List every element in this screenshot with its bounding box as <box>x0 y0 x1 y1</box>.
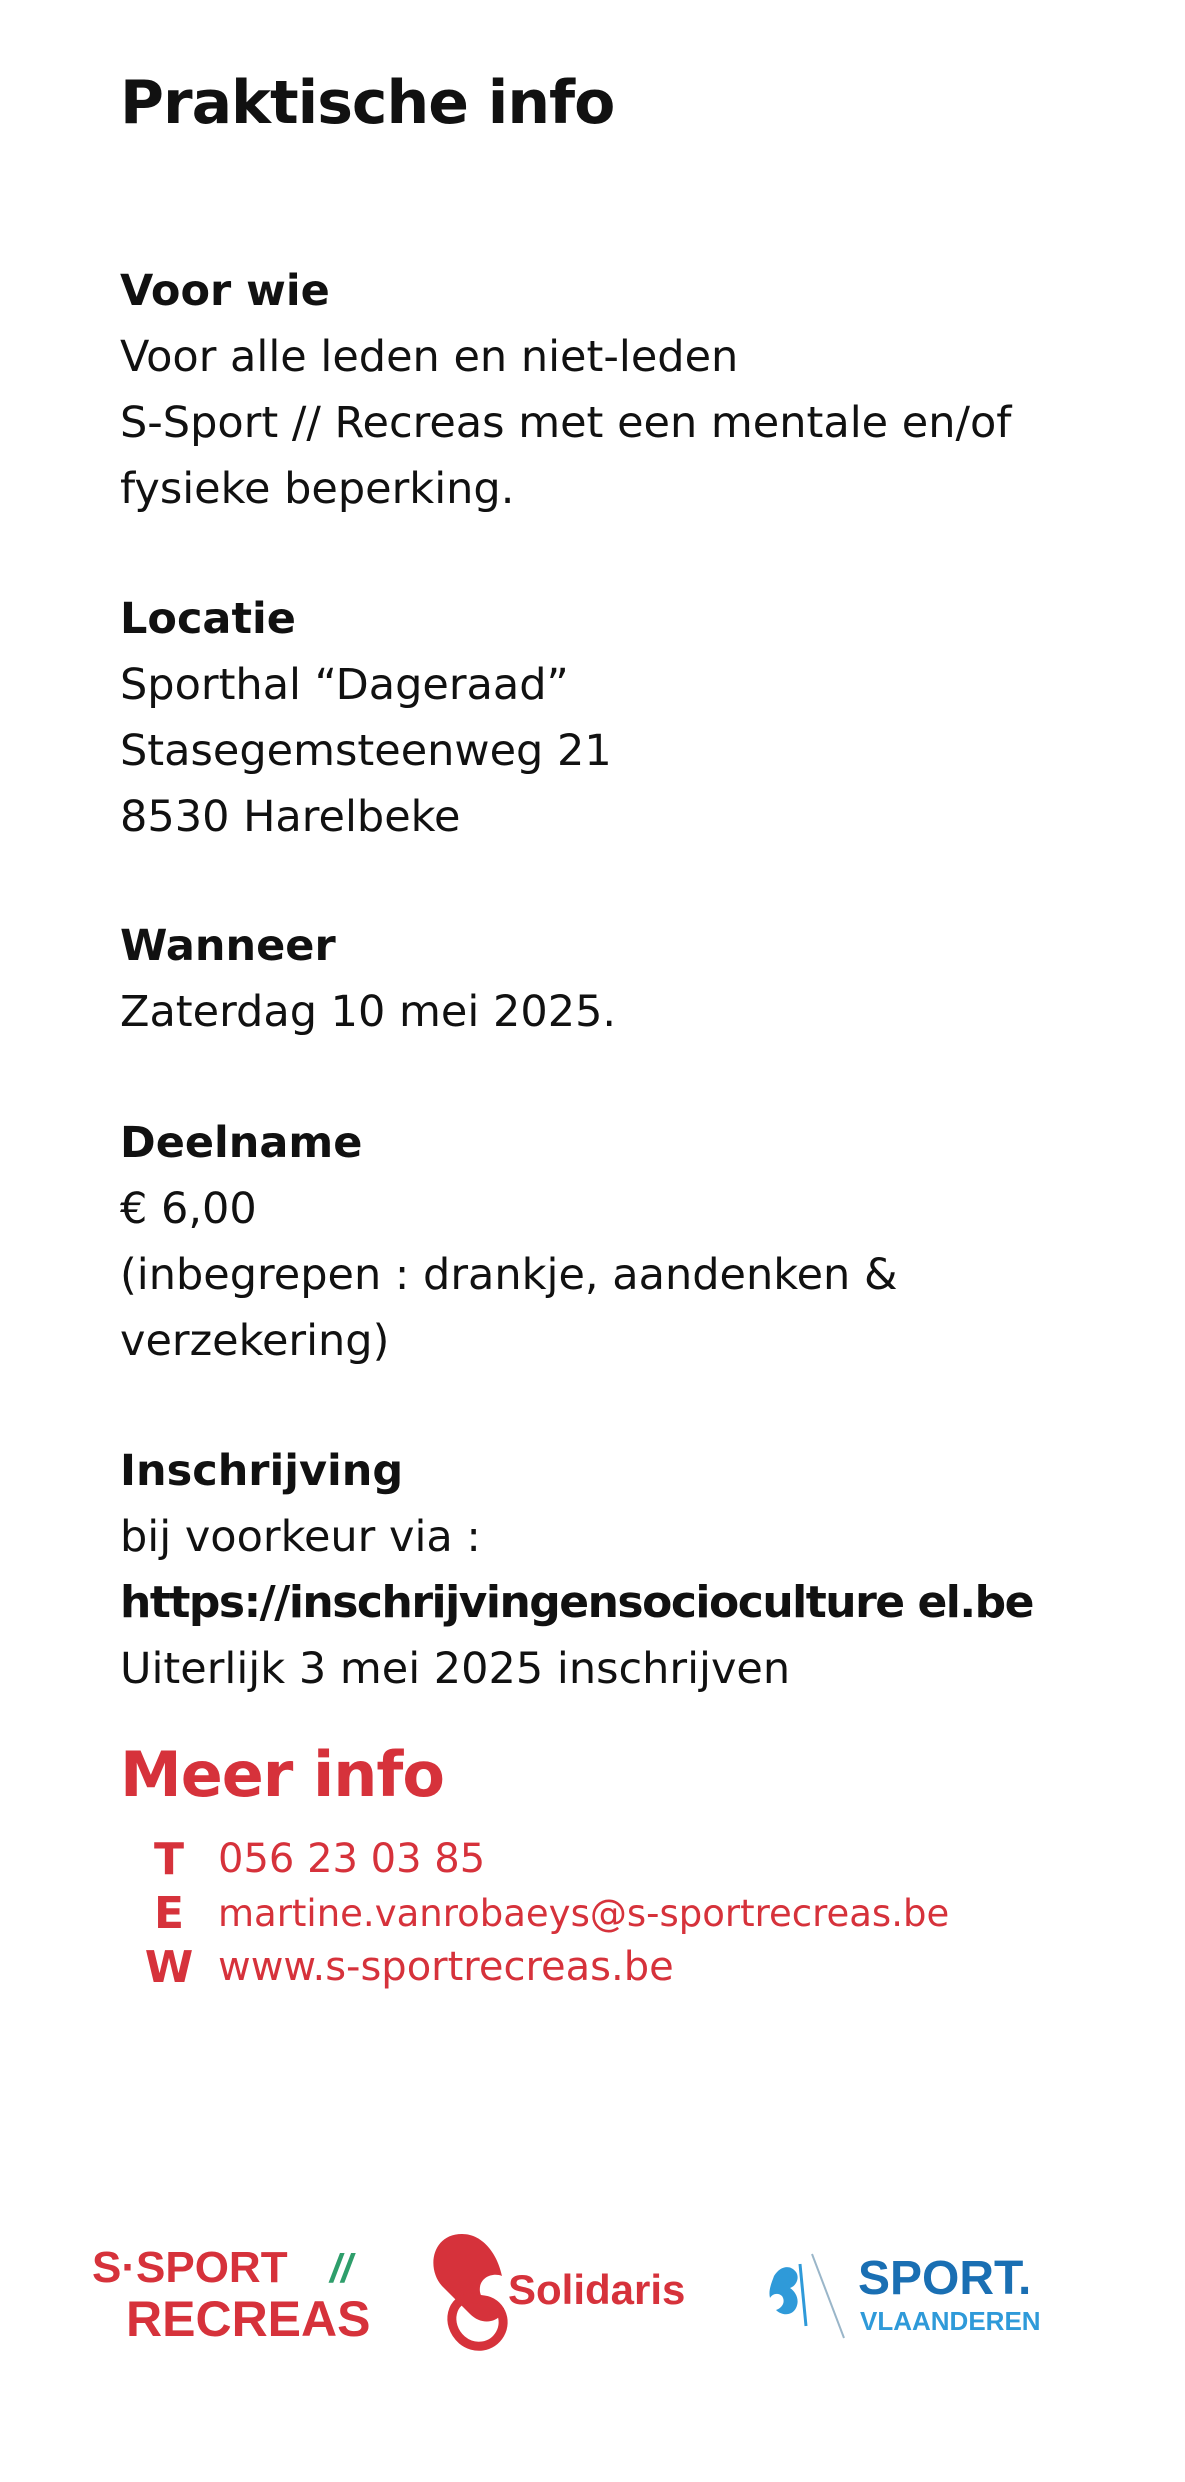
page-title: Praktische info <box>120 68 615 138</box>
section-line: Sporthal “Dageraad” <box>120 660 569 710</box>
section-line: Stasegemsteenweg 21 <box>120 726 612 776</box>
contact-list <box>120 1832 949 1994</box>
section-heading: Wanneer <box>120 921 336 971</box>
section-line: Uiterlijk 3 mei 2025 inschrijven <box>120 1644 791 1694</box>
section-heading: Deelname <box>120 1118 363 1168</box>
contact-row-phone <box>120 1832 949 1886</box>
section-inschrijving <box>120 1438 1130 1702</box>
contact-key: E <box>153 1887 185 1939</box>
solidaris-logo <box>422 2228 722 2353</box>
section-line: S-Sport // Recreas met een mentale en/of <box>120 398 1012 448</box>
section-line: bij voorkeur via : <box>120 1512 481 1562</box>
logo-text: S·SPORT <box>92 2243 288 2292</box>
logo-text: VLAANDEREN <box>860 2306 1041 2336</box>
logo-text: SPORT. <box>858 2252 1032 2305</box>
section-heading: Locatie <box>120 594 296 644</box>
logo-mark: // <box>330 2247 353 2291</box>
website-link[interactable]: www.s-sportrecreas.be <box>218 1944 674 1990</box>
section-deelname <box>120 1110 1130 1374</box>
flemish-lion-icon <box>769 2254 844 2338</box>
section-line: Voor alle leden en niet-leden <box>120 332 739 382</box>
section-line: € 6,00 <box>120 1184 257 1234</box>
section-wanneer <box>120 913 1130 1045</box>
logo-strip <box>90 2228 1090 2358</box>
contact-row-email <box>120 1886 949 1940</box>
contact-row-website <box>120 1940 949 1994</box>
logo-text: RECREAS <box>126 2291 371 2346</box>
email-link[interactable]: martine.vanrobaeys@s-sportrecreas.be <box>218 1891 950 1935</box>
section-line: 8530 Harelbeke <box>120 792 461 842</box>
registration-link[interactable]: https://inschrijvingensocioculture el.be <box>120 1577 1033 1628</box>
sport-vlaanderen-logo <box>766 2246 1066 2346</box>
solidaris-heart-icon <box>433 2234 504 2346</box>
contact-key: W <box>144 1941 194 1993</box>
section-line: Zaterdag 10 mei 2025. <box>120 987 617 1037</box>
section-voor-wie <box>120 258 1130 522</box>
meer-info-heading: Meer info <box>120 1738 444 1811</box>
section-line: fysieke beperking. <box>120 464 515 514</box>
logo-text: Solidaris <box>508 2266 686 2313</box>
contact-key: T <box>153 1833 184 1885</box>
phone-number[interactable]: 056 23 03 85 <box>218 1836 486 1882</box>
section-heading: Voor wie <box>120 266 330 316</box>
section-locatie <box>120 586 1130 850</box>
s-sport-recreas-logo <box>90 2236 390 2346</box>
section-line: verzekering) <box>120 1316 390 1366</box>
section-heading: Inschrijving <box>120 1446 404 1496</box>
section-line: (inbegrepen : drankje, aandenken & <box>120 1250 898 1300</box>
